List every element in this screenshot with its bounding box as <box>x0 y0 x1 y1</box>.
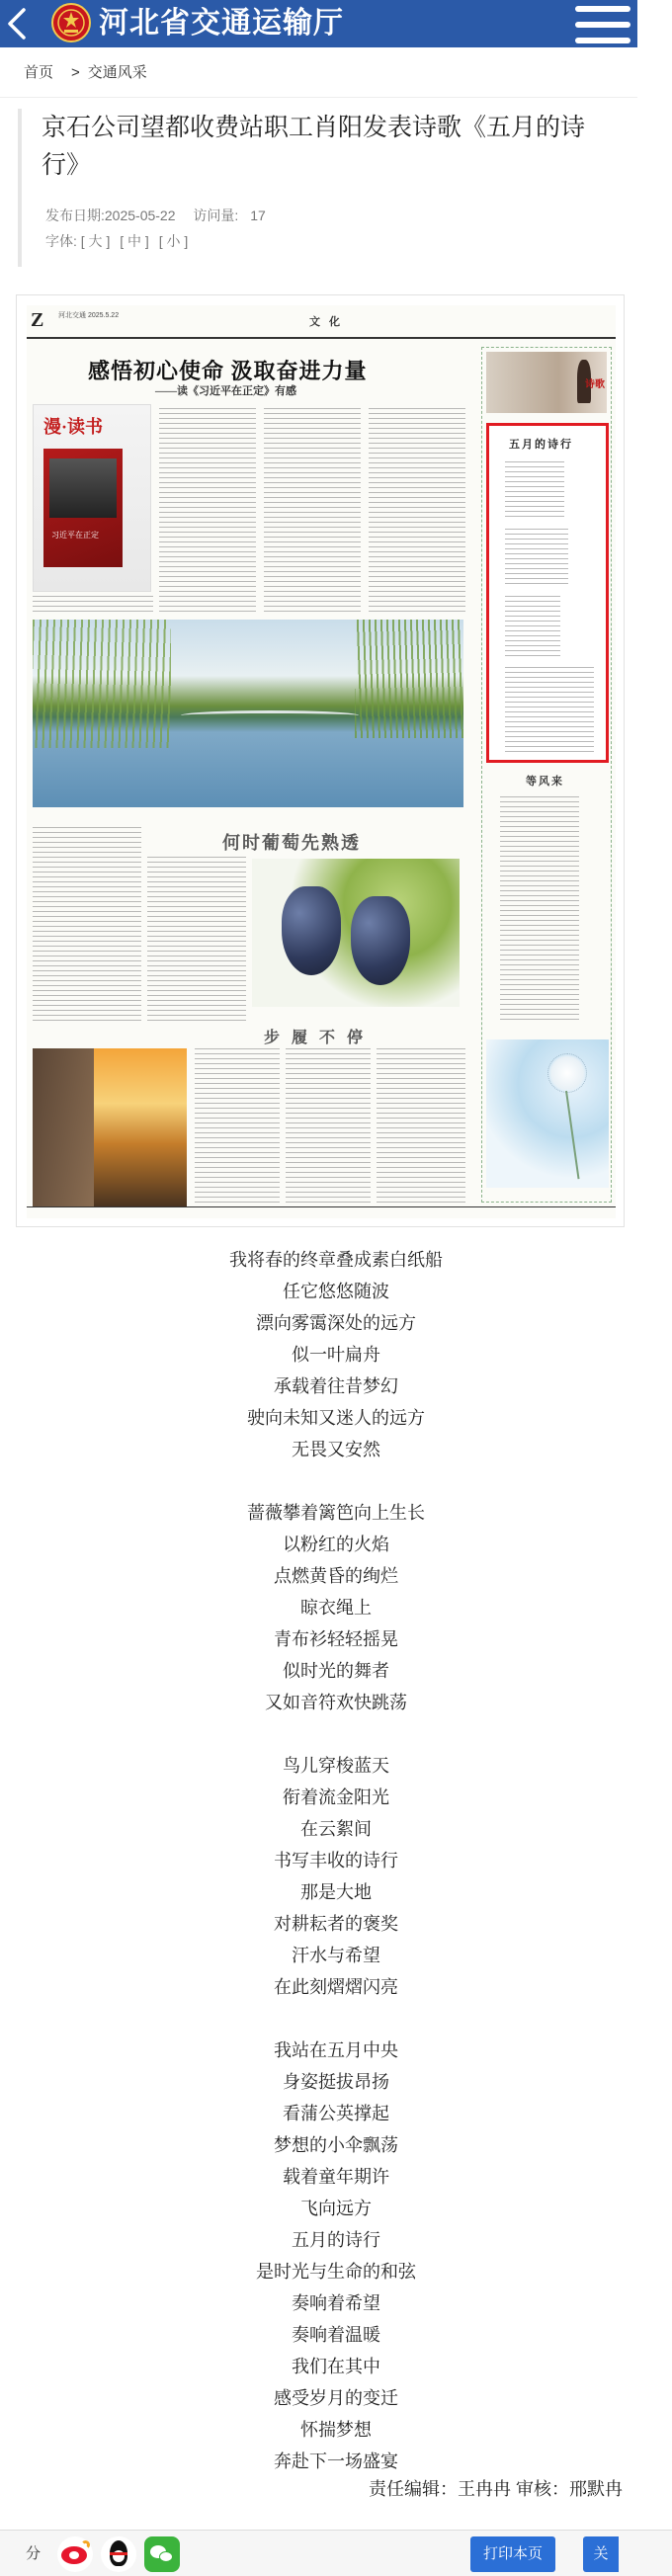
poem-line: 任它悠悠随波 <box>283 1282 389 1301</box>
font-label: 字体: <box>45 233 77 249</box>
font-large-button[interactable]: [ 大 ] <box>80 233 111 249</box>
newspaper-headline: 感悟初心使命 汲取奋进力量 <box>88 359 368 383</box>
stanza-break <box>0 2003 672 2035</box>
close-button[interactable]: 关 <box>583 2536 619 2572</box>
climb-article-title: 步 履 不 停 <box>264 1030 368 1046</box>
poem-line: 看蒲公英撑起 <box>283 2104 389 2123</box>
poem-line: 怀揣梦想 <box>300 2420 372 2440</box>
poem-line: 在此刻熠熠闪亮 <box>274 1977 398 1997</box>
poem-line: 漂向雾霭深处的远方 <box>256 1313 416 1333</box>
national-emblem-icon <box>51 3 91 42</box>
breadcrumb <box>24 53 147 93</box>
poem-line: 蔷薇攀着篱笆向上生长 <box>247 1503 425 1523</box>
poem-line: 无畏又安然 <box>292 1440 380 1459</box>
poem-line: 那是大地 <box>300 1882 372 1902</box>
poem-line: 梦想的小伞飘荡 <box>274 2135 398 2155</box>
site-title[interactable]: 河北省交通运输厅 <box>99 7 344 40</box>
climber-photo <box>33 1048 187 1206</box>
font-size-controls <box>45 231 194 251</box>
breadcrumb-section[interactable]: 交通风采 <box>87 64 147 81</box>
newspaper-image[interactable] <box>16 294 625 1227</box>
article-text-block <box>286 1048 371 1203</box>
poem-line: 身姿挺拔昂扬 <box>283 2072 389 2092</box>
article-meta <box>45 206 266 225</box>
dandelion-photo <box>486 1039 609 1188</box>
menu-button[interactable] <box>573 4 632 45</box>
second-poem-title: 等风来 <box>526 776 564 788</box>
share-label: 分 <box>26 2545 42 2562</box>
weibo-icon[interactable] <box>57 2536 93 2572</box>
article-text-block <box>33 596 153 616</box>
stanza-break <box>0 1718 672 1750</box>
hamburger-menu-icon <box>575 6 630 12</box>
newspaper-page <box>27 305 616 1218</box>
article-header <box>18 109 623 267</box>
poem-line: 点燃黄昏的绚烂 <box>274 1566 398 1586</box>
highlighted-poem-box <box>486 423 609 763</box>
poem-line: 书写丰收的诗行 <box>274 1851 398 1870</box>
grapes-photo <box>252 859 460 1007</box>
article-text-block <box>33 827 141 1021</box>
poem-line: 飞向远方 <box>300 2199 372 2218</box>
site-header <box>0 0 637 47</box>
article-text-block <box>264 408 361 612</box>
book-label: 漫·读书 <box>43 417 104 437</box>
poem-line: 是时光与生命的和弦 <box>256 2262 416 2282</box>
poem-line: 我们在其中 <box>292 2357 380 2376</box>
publish-date: 2025-05-22 <box>104 208 176 223</box>
article-text-block <box>159 408 256 612</box>
breadcrumb-home[interactable]: 首页 <box>24 64 54 81</box>
poem-line: 似时光的舞者 <box>283 1661 389 1681</box>
newspaper-masthead-text: 河北交通 2025.5.22 <box>58 312 120 319</box>
poem-line: 奏响着希望 <box>292 2293 380 2313</box>
font-small-button[interactable]: [ 小 ] <box>158 233 189 249</box>
newspaper-subheadline: ——读《习近平在正定》有感 <box>155 385 296 397</box>
poem-line: 又如音符欢快跳荡 <box>265 1693 407 1712</box>
qq-icon[interactable] <box>101 2536 136 2572</box>
poem-line: 对耕耘者的褒奖 <box>274 1914 398 1934</box>
font-medium-button[interactable]: [ 中 ] <box>120 233 149 249</box>
views-label: 访问量: <box>193 208 239 223</box>
chevron-left-icon[interactable] <box>4 6 32 42</box>
newspaper-logo: Z <box>31 309 44 331</box>
lake-photo <box>33 620 463 807</box>
newspaper-masthead <box>27 309 616 339</box>
publish-label: 发布日期: <box>45 208 105 223</box>
breadcrumb-separator: > <box>71 64 80 81</box>
poem-line: 感受岁月的变迁 <box>274 2388 398 2408</box>
book-image <box>43 449 123 567</box>
article-text-block <box>369 408 465 612</box>
poem-line: 奔赴下一场盛宴 <box>274 2451 398 2471</box>
poem-line: 似一叶扁舟 <box>292 1345 380 1365</box>
print-button[interactable]: 打印本页 <box>470 2536 555 2572</box>
poem-line: 鸟儿穿梭蓝天 <box>283 1756 389 1776</box>
views-count: 17 <box>250 208 266 223</box>
poem-line: 承载着往昔梦幻 <box>274 1376 398 1396</box>
bottom-toolbar <box>0 2530 672 2576</box>
grapes-article-title: 何时葡萄先熟透 <box>222 833 361 853</box>
poem-line: 载着童年期许 <box>283 2167 389 2187</box>
book-cover-image <box>33 404 151 592</box>
poem-line: 青布衫轻轻摇晃 <box>274 1629 398 1649</box>
poem-photo-label: 诗歌 <box>585 379 605 390</box>
article-title: 京石公司望都收费站职工肖阳发表诗歌《五月的诗行》 <box>42 114 586 179</box>
newspaper-section: 文 化 <box>309 316 344 328</box>
article-text-block <box>147 857 246 1021</box>
poem-line: 在云絮间 <box>300 1819 372 1839</box>
stanza-break <box>0 1465 672 1497</box>
article-text-block <box>195 1048 280 1203</box>
wechat-icon[interactable] <box>144 2536 180 2572</box>
poem-line: 我站在五月中央 <box>274 2040 398 2060</box>
poem-line: 奏响着温暖 <box>292 2325 380 2345</box>
poem-line: 衔着流金阳光 <box>283 1787 389 1807</box>
highlighted-poem-title: 五月的诗行 <box>509 439 573 451</box>
newspaper-footer <box>27 1206 616 1214</box>
poem-line: 晾衣绳上 <box>300 1598 372 1618</box>
poem-header-photo <box>486 352 607 413</box>
editor-credit: 责任编辑：王冉冉 审核：邢默冉 <box>369 2479 623 2499</box>
newspaper-right-column <box>481 347 612 1203</box>
article-text-block <box>377 1048 465 1203</box>
poem-body <box>0 1244 672 2477</box>
book-title: 习近平在正定 <box>51 531 99 540</box>
poem-line: 汗水与希望 <box>292 1946 380 1965</box>
poem-line: 我将春的终章叠成素白纸船 <box>229 1250 443 1270</box>
poem-line: 驶向未知又迷人的远方 <box>247 1408 425 1428</box>
divider <box>0 97 637 98</box>
poem-line: 五月的诗行 <box>292 2230 380 2250</box>
poem-line: 以粉红的火焰 <box>283 1535 389 1554</box>
